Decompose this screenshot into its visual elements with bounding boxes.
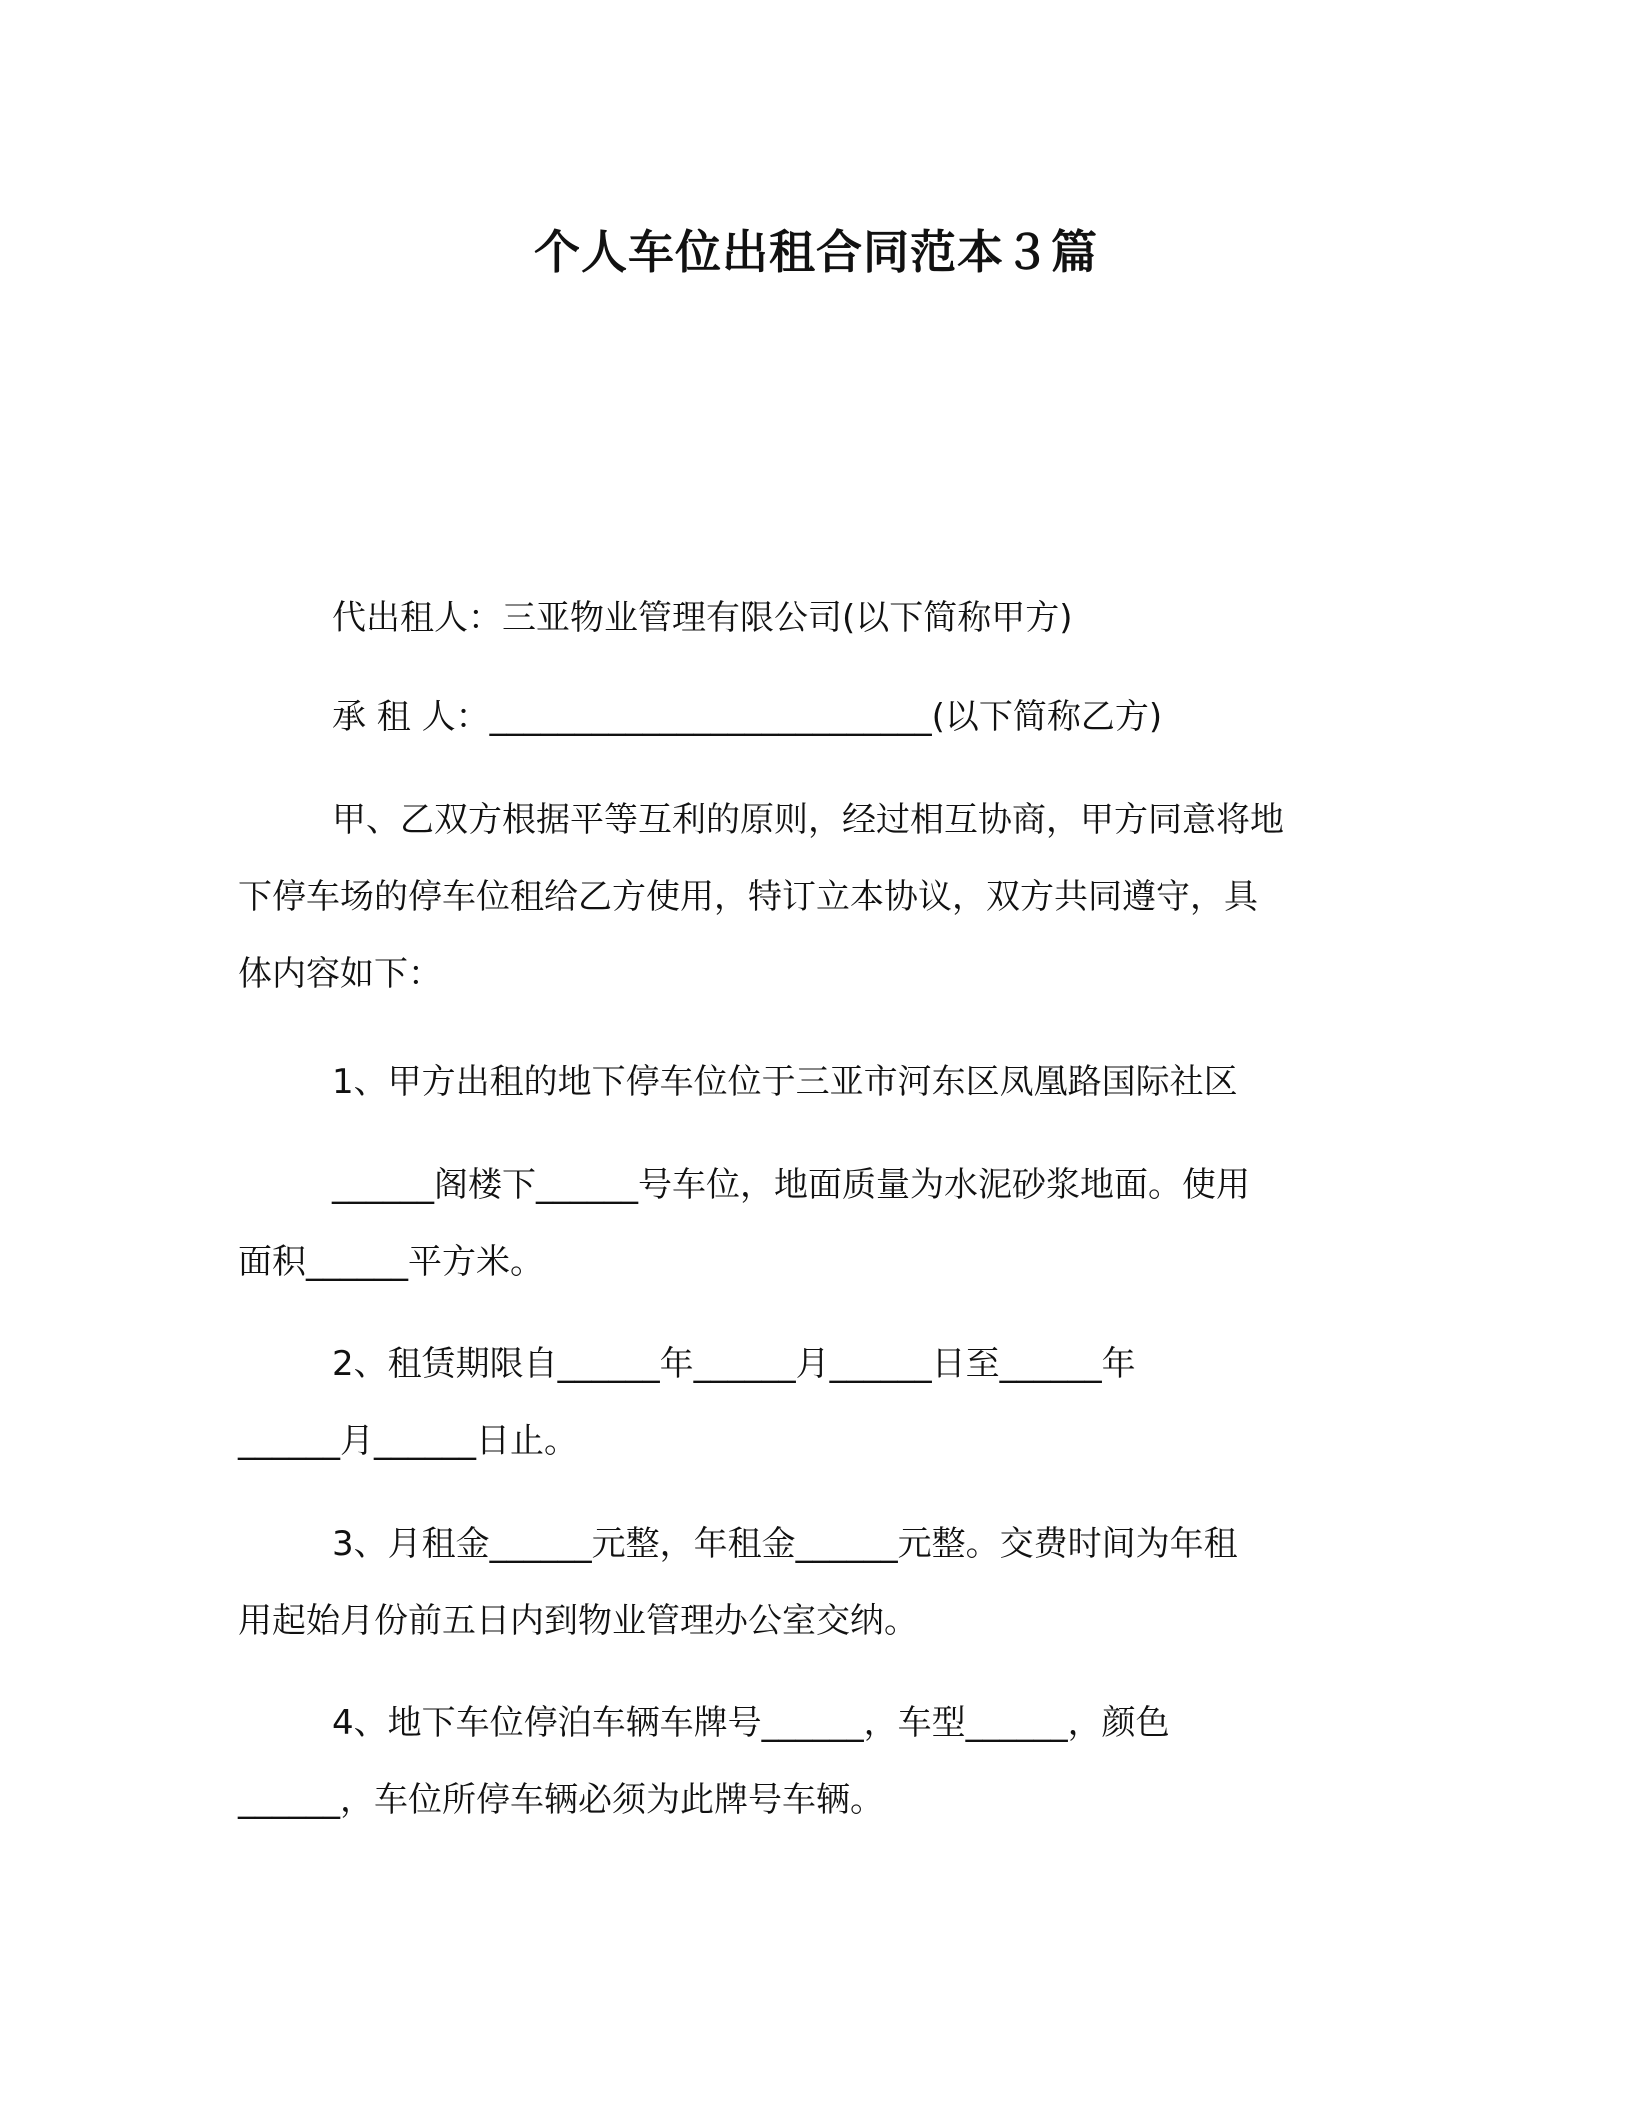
clause-4-line-1: 4、地下车位停泊车辆车牌号______，车型______，颜色 [332, 1703, 1170, 1743]
preamble-line-3: 体内容如下： [238, 954, 442, 994]
clause-1-line-2: ______阁楼下______号车位，地面质量为水泥砂浆地面。使用 [332, 1165, 1250, 1205]
clause-1-line-3: 面积______平方米。 [238, 1242, 544, 1282]
preamble-line-1: 甲、乙双方根据平等互利的原则，经过相互协商，甲方同意将地 [332, 800, 1284, 840]
preamble-line-2: 下停车场的停车位租给乙方使用，特订立本协议，双方共同遵守，具 [238, 877, 1258, 917]
clause-3-line-2: 用起始月份前五日内到物业管理办公室交纳。 [238, 1601, 918, 1641]
clause-3-line-1: 3、月租金______元整，年租金______元整。交费时间为年租 [332, 1524, 1238, 1564]
lessor-line: 代出租人：三亚物业管理有限公司(以下简称甲方) [332, 598, 1073, 638]
clause-4-line-2: ______，车位所停车辆必须为此牌号车辆。 [238, 1780, 884, 1820]
lessee-line: 承 租 人：__________________________(以下简称乙方) [332, 697, 1163, 737]
document-title: 个人车位出租合同范本３篇 [534, 225, 1098, 279]
clause-1-line-1: 1、甲方出租的地下停车位位于三亚市河东区凤凰路国际社区 [332, 1062, 1238, 1102]
clause-2-line-2: ______月______日止。 [238, 1421, 578, 1461]
clause-2-line-1: 2、租赁期限自______年______月______日至______年 [332, 1344, 1136, 1384]
